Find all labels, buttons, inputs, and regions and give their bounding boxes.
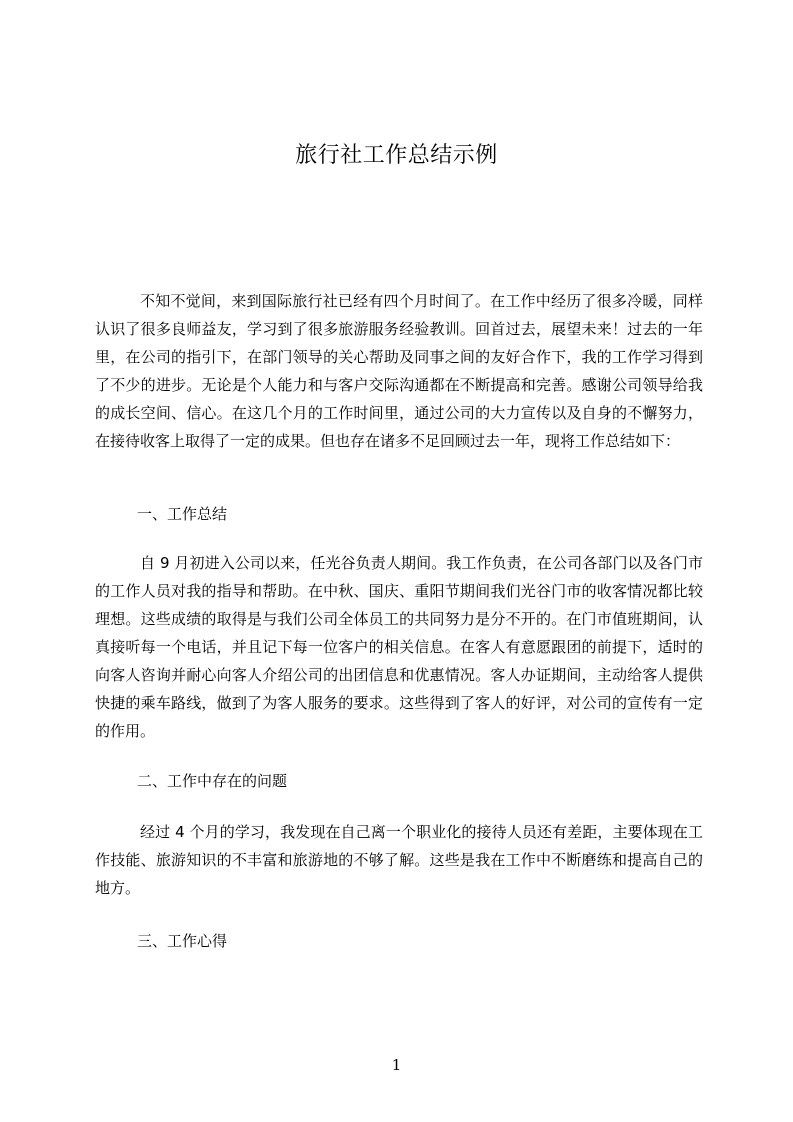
section-heading-problems: 二、工作中存在的问题 [137, 772, 288, 790]
section-heading-summary: 一、工作总结 [137, 505, 228, 523]
section-body-problems: 经过 4 个月的学习，我发现在自己离一个职业化的接待人员还有差距，主要体现在工作技能、旅游知识的不丰富和旅游地的不够了解。这些是我在工作中不断磨练和提高自己的地方。 [95, 823, 703, 897]
intro-paragraph: 不知不觉间，来到国际旅行社已经有四个月时间了。在工作中经历了很多冷暖，同样认识了很多良师益友，学习到了很多旅游服务经验教训。回首过去，展望未来！过去的一年里，在公司的指引下，在部门领导的关心帮助及同事之间的友好合作下，我的工作学习得到了不少的进步。无论是个人能力和与客户交际沟通都在不断提高和完善。感谢公司领导给我的成长空间、信心。在这几个月的工作时间里，通过公司的大力宣传以及自身的不懈努力，在接待收客上取得了一定的成果。但也存在诸多不足回顾过去一年，现将工作总结如下： [95, 292, 703, 450]
document-title: 旅行社工作总结示例 [295, 143, 498, 168]
section-body-summary: 自 9 月初进入公司以来，任光谷负责人期间。我工作负责，在公司各部门以及各门市的工作人员对我的指导和帮助。在中秋、国庆、重阳节期间我们光谷门市的收客情况都比较理想。这些成绩的取得是与我们公司全体员工的共同努力是分不开的。在门市值班期间，认真接听每一个电话，并且记下每一位客户的相关信息。在客人有意愿跟团的前提下，适时的向客人咨询并耐心向客人介绍公司的出团信息和优惠情况。客人办证期间，主动给客人提供快捷的乘车路线，做到了为客人服务的要求。这些得到了客人的好评，对公司的宣传有一定的作用。 [95, 554, 703, 740]
section-heading-experience: 三、工作心得 [137, 932, 228, 950]
page-number: 1 [391, 1056, 402, 1074]
